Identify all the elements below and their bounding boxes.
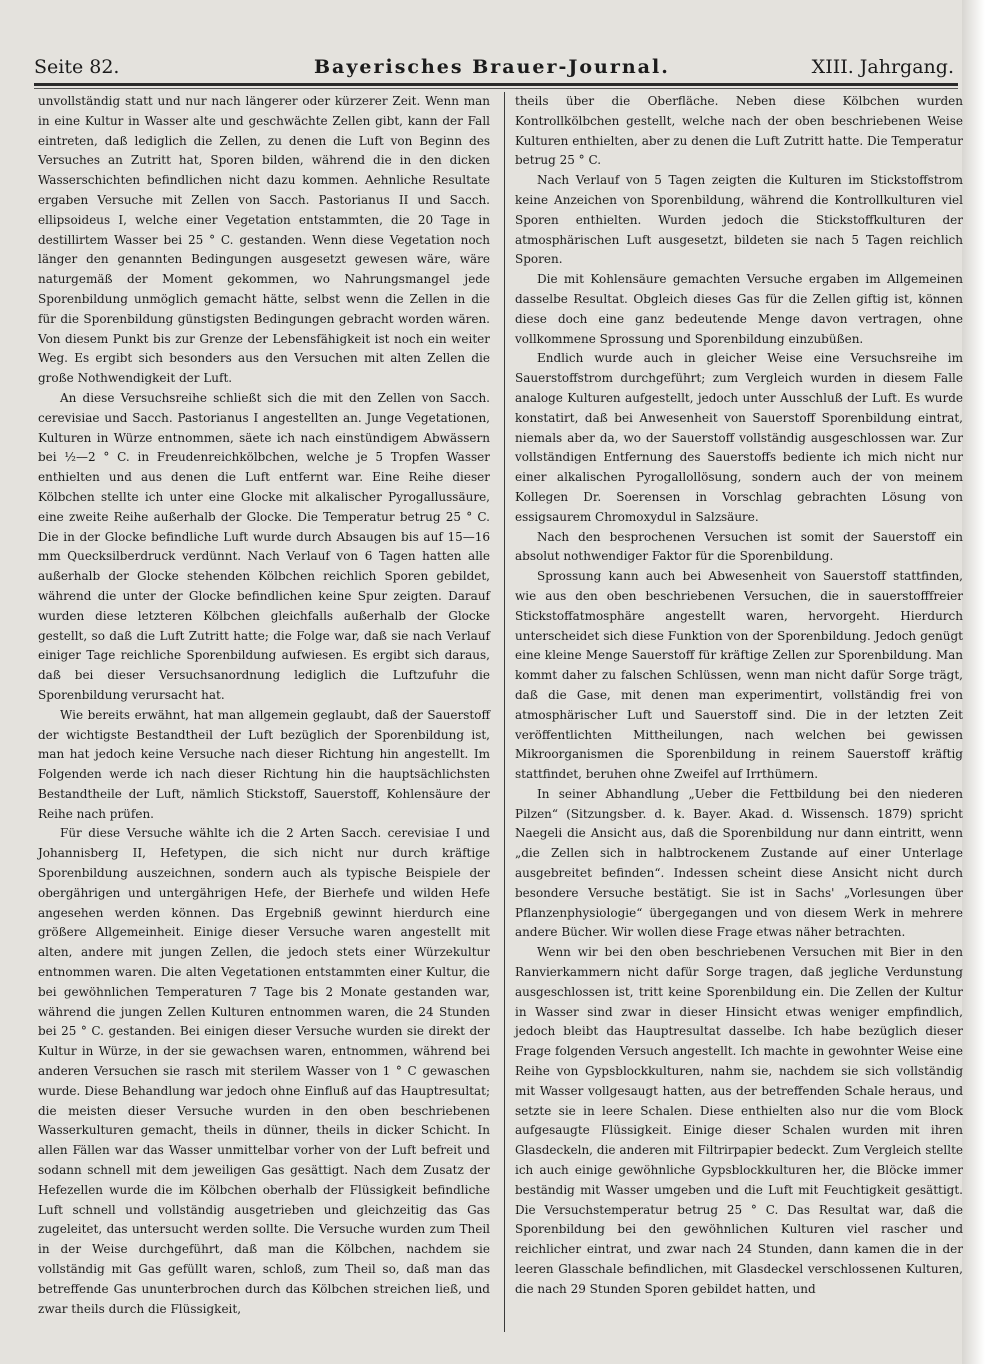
- paragraph: theils über die Oberfläche. Neben diese Kölbchen wurden Kontrollkölbchen gestellt, welche nach der oben beschriebenen Weise Kulturen enthielten, aber zu denen die Luft Zutritt hatte. Die Temperatur betrug 25 ° C.: [515, 94, 963, 168]
- paragraph: Nach Verlauf von 5 Tagen zeigten die Kulturen im Stickstoffstrom keine Anzeichen von Sporenbildung, während die Kontrollkulturen viel Sporen enthielten. Wurden jedoch die Stickstoffkulturen der atmosphärischen Luft ausgesetzt, bildeten sie nach 5 Tagen reichlich Sporen.: [515, 173, 963, 267]
- paragraph: Die mit Kohlensäure gemachten Versuche ergaben im Allgemeinen dasselbe Resultat. Obgleich dieses Gas für die Zellen giftig ist, können diese doch eine ganz bedeutende Menge davon vertragen, ohne vollkommene Sprossung und Sporenbildung einzubüßen.: [515, 272, 963, 346]
- paragraph: Wenn wir bei den oben beschriebenen Versuchen mit Bier in den Ranvierkammern nicht dafür Sorge tragen, daß jegliche Verdunstung ausgeschlossen ist, tritt keine Sporenbildung ein. Die Zellen der Kultur in Wasser sind zwar in dieser Hinsicht etwas weniger empfindlich, jedoch bleibt das Hauptresultat dasselbe. Ich habe bezüglich dieser Frage folgenden Versuch angestellt. Ich machte in gewohnter Weise eine Reihe von Gypsblockkulturen, nahm sie, nachdem sie sich vollständig mit Wasser vollgesaugt hatten, aus der betreffenden Schale heraus, und setzte sie in leere Schalen. Diese enthielten also nur die vom Block aufgesaugte Flüssigkeit. Einige dieser Schalen wurden mit ihren Glasdeckeln, die anderen mit Filtrirpapier bedeckt. Zum Vergleich stellte ich auch einige gewöhnliche Gypsblockkulturen her, die Blöcke immer beständig mit Wasser umgeben und die Luft mit Feuchtigkeit gesättigt. Die Versuchstemperatur betrug 25 ° C. Das Resultat war, daß die Sporenbildung bei den gewöhnlichen Kulturen viel rascher und reichlicher eintrat, und zwar nach 24 Stunden, dann kamen die in der leeren Glasschale befindlichen, mit Glasdeckel verschlossenen Kulturen, die nach 29 Stunden Sporen gebildet hatten, und: [515, 945, 963, 1296]
- page-number: Seite 82.: [34, 56, 120, 78]
- right-column: [515, 92, 963, 1300]
- journal-title: Bayerisches Brauer-Journal.: [314, 56, 670, 78]
- paragraph: An diese Versuchsreihe schließt sich die mit den Zellen von Sacch. cerevisiae und Sacch. Pastorianus I angestellten an. Junge Vegetationen, Kulturen in Würze entnommen, säete ich nach einstündigem Abwässern bei ½—2 ° C. in Freudenreichkölbchen, welche je 5 Tropfen Wasser enthielten und aus denen die Luft entfernt war. Eine Reihe dieser Kölbchen stellte ich unter eine Glocke mit alkalischer Pyrogallussäure, eine zweite Reihe außerhalb der Glocke. Die Temperatur betrug 25 ° C. Die in der Glocke befindliche Luft wurde durch Absaugen bis auf 15—16 mm Quecksilberdruck verdünnt. Nach Verlauf von 6 Tagen hatten alle außerhalb der Glocke stehenden Kölbchen reichlich Sporen gebildet, während die unter der Glocke befindlichen keine Spur zeigten. Darauf wurden diese letzteren Kölbchen gleichfalls außerhalb der Glocke gestellt, so daß die Luft Zutritt hatte; die Folge war, daß sie nach Verlauf einiger Tage reichliche Sporenbildung aufwiesen. Es ergibt sich daraus, daß bei dieser Versuchsanordnung lediglich die Luftzufuhr die Sporenbildung verursacht hat.: [38, 390, 490, 702]
- volume-label: XIII. Jahrgang.: [811, 56, 954, 78]
- paragraph: unvollständig statt und nur nach längerer oder kürzerer Zeit. Wenn man in eine Kultur in Wasser alte und geschwächte Zellen gibt, kann der Fall eintreten, daß lediglich die Zellen, zu denen die Luft von Beginn des Versuches an Zutritt hat, Sporen bilden, während die in den dicken Wasserschichten befindlichen nicht dazu kommen. Aehnliche Resultate ergaben Versuche mit Zellen von Sacch. Pastorianus II und Sacch. ellipsoideus I, welche einer Vegetation entstammten, die 20 Tage in destillirtem Wasser bei 25 ° C. gestanden. Wenn diese Vegetation noch länger den genannten Bedingungen ausgesetzt gewesen wäre, wäre naturgemäß der Moment gekommen, wo Nahrungsmangel jede Sporenbildung unmöglich gemacht hätte, selbst wenn die Zellen in die für die Sporenbildung günstigsten Bedingungen gebracht worden wären. Von diesem Punkt bis zur Grenze der Lebensfähigkeit ist noch ein weiter Weg. Es ergibt sich besonders aus den Versuchen mit alten Zellen die große Nothwendigkeit der Luft.: [38, 94, 490, 386]
- paragraph: Nach den besprochenen Versuchen ist somit der Sauerstoff ein absolut nothwendiger Faktor für die Sporenbildung.: [515, 529, 963, 564]
- header-rule-thin: [34, 88, 958, 89]
- header-rule: [34, 83, 958, 86]
- left-column: [38, 92, 490, 1319]
- page-edge: [962, 0, 1000, 1364]
- paragraph: Wie bereits erwähnt, hat man allgemein geglaubt, daß der Sauerstoff der wichtigste Bestandtheil der Luft bezüglich der Sporenbildung ist, man hat jedoch keine Versuche nach dieser Richtung hin angestellt. Im Folgenden werde ich nach dieser Richtung hin die hauptsächlichsten Bestandtheile der Luft, nämlich Stickstoff, Sauerstoff, Kohlensäure der Reihe nach prüfen.: [38, 707, 490, 821]
- column-divider: [504, 92, 505, 1332]
- page-header: [34, 48, 954, 88]
- paragraph: Für diese Versuche wählte ich die 2 Arten Sacch. cerevisiae I und Johannisberg II, Hefetypen, die sich nicht nur durch kräftige Sporenbildung auszeichnen, sondern auch als typische Beispiele der obergährigen und untergährigen Hefe, der Bierhefe und wilden Hefe angesehen werden können. Das Ergebniß gewinnt hierdurch eine größere Allgemeinheit. Einige dieser Versuche waren angestellt mit alten, andere mit jungen Zellen, die jedoch stets einer Würzekultur entnommen waren. Die alten Vegetationen entstammten einer Kultur, die bei gewöhnlichen Temperaturen 7 Tage bis 2 Monate gestanden war, während die jungen Zellen Kulturen entnommen waren, die 24 Stunden bei 25 ° C. gestanden. Bei einigen dieser Versuche wurden sie direkt der Kultur in Würze, in der sie gewachsen waren, entnommen, während bei anderen Versuchen sie rasch mit sterilem Wasser von 1 ° C gewaschen wurde. Diese Behandlung war jedoch ohne Einfluß auf das Hauptresultat; die meisten dieser Versuche wurden in den oben beschriebenen Wasserkulturen gemacht, theils in dünner, theils in dicker Schicht. In allen Fällen war das Wasser unmittelbar vorher von der Luft befreit und sodann schnell mit dem jeweiligen Gas gesättigt. Nach dem Zusatz der Hefezellen wurde die im Kölbchen oberhalb der Flüssigkeit befindliche Luft schnell und vollständig ausgetrieben und gleichzeitig das Gas zugeleitet, das untersucht werden sollte. Die Versuche wurden zum Theil in der Weise durchgeführt, daß man die Kölbchen, nachdem sie vollständig mit Gas gefüllt waren, schloß, zum Theil so, daß man das betreffende Gas ununterbrochen durch das Kölbchen streichen ließ, und zwar theils durch die Flüssigkeit,: [38, 826, 490, 1316]
- paragraph: In seiner Abhandlung „Ueber die Fettbildung bei den niederen Pilzen“ (Sitzungsber. d. k. Bayer. Akad. d. Wissensch. 1879) spricht Naegeli die Ansicht aus, daß die Sporenbildung nur dann eintritt, wenn „die Zellen sich in halbtrockenem Zustande auf einer Unterlage ausgebreitet befinden“. Indessen scheint diese Ansicht nicht durch besondere Versuche bestätigt. Sie ist in Sachs' „Vorlesungen über Pflanzenphysiologie“ übergegangen und von diesem Werk in mehrere andere Bücher. Wir wollen diese Frage etwas näher betrachten.: [515, 786, 963, 940]
- paragraph: Sprossung kann auch bei Abwesenheit von Sauerstoff stattfinden, wie aus den oben beschriebenen Versuchen, die in sauerstofffreier Stickstoffatmosphäre angestellt waren, hervorgeht. Hierdurch unterscheidet sich diese Funktion von der Sporenbildung. Jedoch genügt eine kleine Menge Sauerstoff für kräftige Zellen zur Sporenbildung. Man kommt daher zu falschen Schlüssen, wenn man nicht dafür Sorge trägt, daß die Gase, mit denen man experimentirt, vollständig frei von atmosphärischer Luft und Sauerstoff sind. Die in der letzten Zeit veröffentlichten Mittheilungen, nach welchen bei gewissen Mikroorganismen die Sporenbildung in reinem Sauerstoff kräftig stattfindet, beruhen ohne Zweifel auf Irrthümern.: [515, 569, 963, 782]
- paragraph: Endlich wurde auch in gleicher Weise eine Versuchsreihe im Sauerstoffstrom durchgeführt; zum Vergleich wurden in diesem Falle analoge Kulturen aufgestellt, jedoch unter Ausschluß der Luft. Es wurde konstatirt, daß bei Anwesenheit von Sauerstoff Sporenbildung eintrat, niemals aber da, wo der Sauerstoff vollständig ausgeschlossen war. Zur vollständigen Entfernung des Sauerstoffs bediente ich mich nicht nur einer alkalischen Pyrogallollösung, sondern auch der von meinem Kollegen Dr. Soerensen in Vorschlag gebrachten Lösung von essigsaurem Chromoxydul in Salzsäure.: [515, 351, 963, 524]
